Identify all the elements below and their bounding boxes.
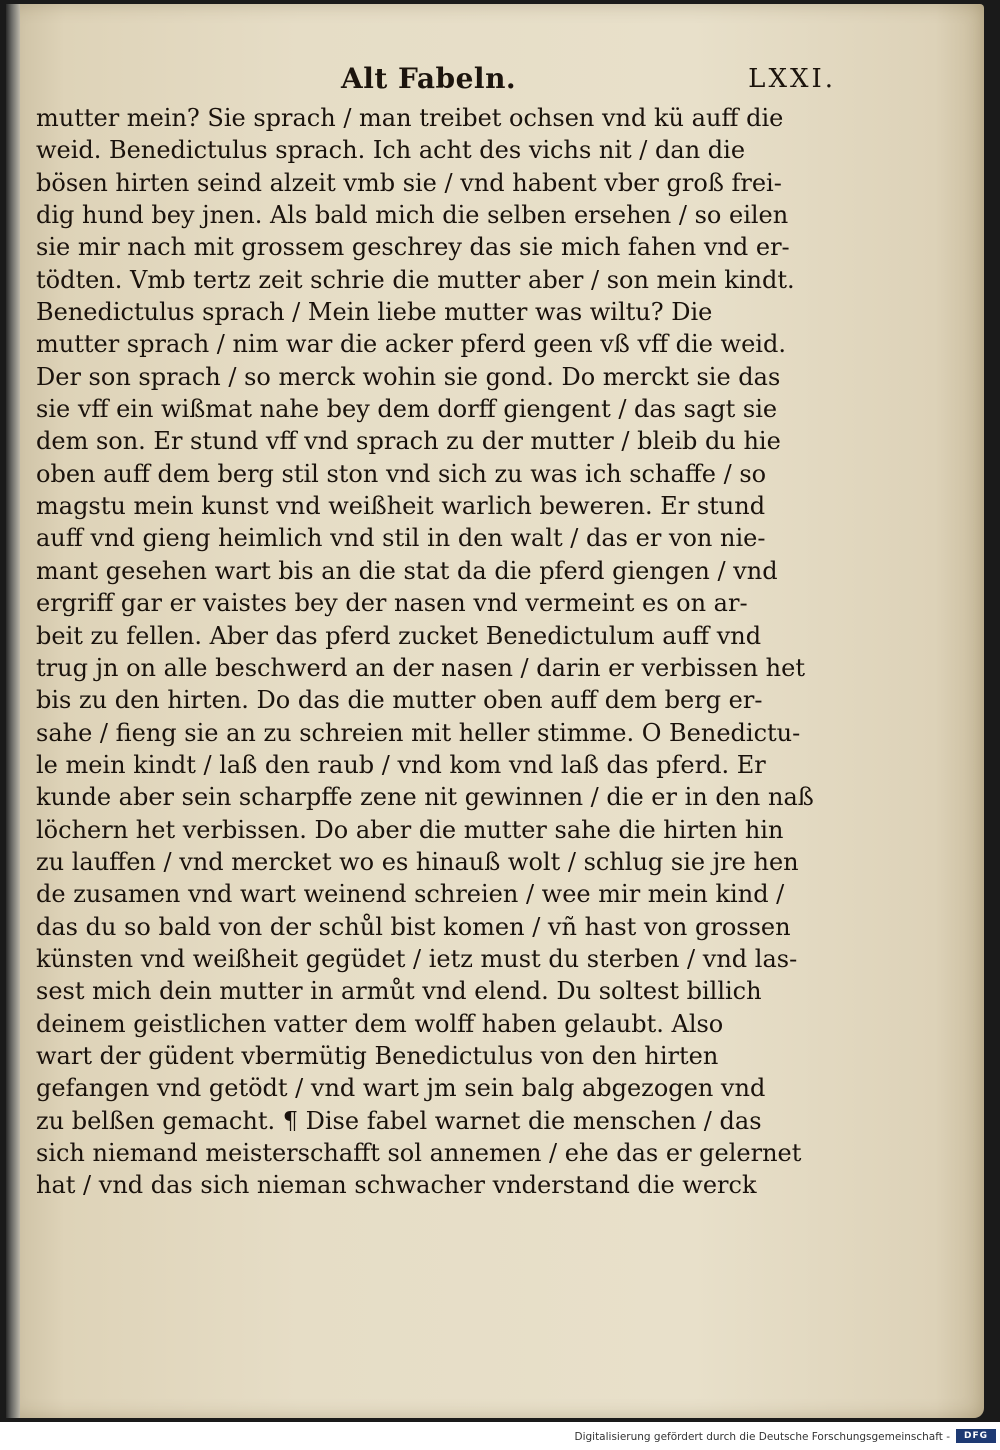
text-line: Benedictulus sprach / Mein liebe mutter was wiltu? Die xyxy=(36,298,713,327)
page-gutter xyxy=(6,4,20,1418)
digitization-footer xyxy=(0,1422,1000,1450)
text-line: magstu mein kunst vnd weißheit warlich beweren. Er stund xyxy=(36,492,766,521)
text-line: deinem geistlichen vatter dem wolff haben gelaubt. Also xyxy=(36,1009,724,1038)
running-head-title: Alt Fabeln. xyxy=(341,62,517,95)
text-line: weid. Benedictulus sprach. Ich acht des vichs nit / dan die xyxy=(36,136,746,165)
text-line: sahe / fieng sie an zu schreien mit heller stimme. O Benedictu- xyxy=(36,718,801,747)
text-line: gefangen vnd getödt / vnd wart jm sein balg abgezogen vnd xyxy=(36,1074,766,1103)
text-line: tödten. Vmb tertz zeit schrie die mutter aber / son mein kindt. xyxy=(36,265,795,294)
text-line: dem son. Er stund vff vnd sprach zu der mutter / bleib du hie xyxy=(36,427,781,456)
text-line: löchern het verbissen. Do aber die mutter sahe die hirten hin xyxy=(36,815,784,844)
folio-number: LXXI. xyxy=(748,64,836,94)
running-head xyxy=(36,62,836,102)
text-line: das du so bald von der schůl bist komen / vñ hast von grossen xyxy=(36,912,791,941)
dfg-logo-icon: DFG xyxy=(956,1429,996,1443)
text-line: mant gesehen wart bis an die stat da die pferd giengen / vnd xyxy=(36,556,778,585)
text-line: le mein kindt / laß den raub / vnd kom vnd laß das pferd. Er xyxy=(36,750,766,779)
text-line: sie mir nach mit grossem geschrey das sie mich fahen vnd er- xyxy=(36,233,790,262)
text-line: bösen hirten seind alzeit vmb sie / vnd habent vber groß frei- xyxy=(36,168,782,197)
funding-credit: Digitalisierung gefördert durch die Deutsche Forschungsgemeinschaft - xyxy=(574,1431,950,1443)
text-line: trug jn on alle beschwerd an der nasen / darin er verbissen het xyxy=(36,653,805,682)
text-line: sie vff ein wißmat nahe bey dem dorff giengent / das sagt sie xyxy=(36,395,778,424)
book-page xyxy=(6,4,984,1418)
text-line: zu belßen gemacht. ¶ Dise fabel warnet die menschen / das xyxy=(36,1106,762,1135)
text-line: Der son sprach / so merck wohin sie gond. Do merckt sie das xyxy=(36,362,781,391)
text-line: ergriff gar er vaistes bey der nasen vnd vermeint es on ar- xyxy=(36,589,748,618)
text-line: bis zu den hirten. Do das die mutter oben auff dem berg er- xyxy=(36,686,763,715)
body-text xyxy=(36,102,816,1202)
text-line: zu lauffen / vnd mercket wo es hinauß wolt / schlug sie jre hen xyxy=(36,847,799,876)
text-line: de zusamen vnd wart weinend schreien / wee mir mein kind / xyxy=(36,880,785,909)
text-line: sich niemand meisterschafft sol annemen / ehe das er gelernet xyxy=(36,1139,802,1167)
text-line: oben auff dem berg stil ston vnd sich zu was ich schaffe / so xyxy=(36,459,767,488)
text-line: beit zu fellen. Aber das pferd zucket Benedictulum auff vnd xyxy=(36,621,762,650)
text-line: wart der güdent vbermütig Benedictulus von den hirten xyxy=(36,1041,719,1070)
text-line: auff vnd gieng heimlich vnd stil in den walt / das er von nie- xyxy=(36,524,766,553)
text-line: dig hund bey jnen. Als bald mich die selben ersehen / so eilen xyxy=(36,201,789,230)
text-line: kunde aber sein scharpffe zene nit gewinnen / die er in den naß xyxy=(36,783,814,812)
text-line: künsten vnd weißheit gegüdet / ietz must du sterben / vnd las- xyxy=(36,944,798,973)
text-line: sest mich dein mutter in armůt vnd elend. Du soltest billich xyxy=(36,977,762,1006)
text-line: hat / vnd das sich nieman schwacher vnderstand die werck xyxy=(36,1171,757,1200)
text-line: mutter sprach / nim war die acker pferd geen vß vff die weid. xyxy=(36,330,786,359)
text-line: mutter mein? Sie sprach / man treibet ochsen vnd kü auff die xyxy=(36,104,784,132)
